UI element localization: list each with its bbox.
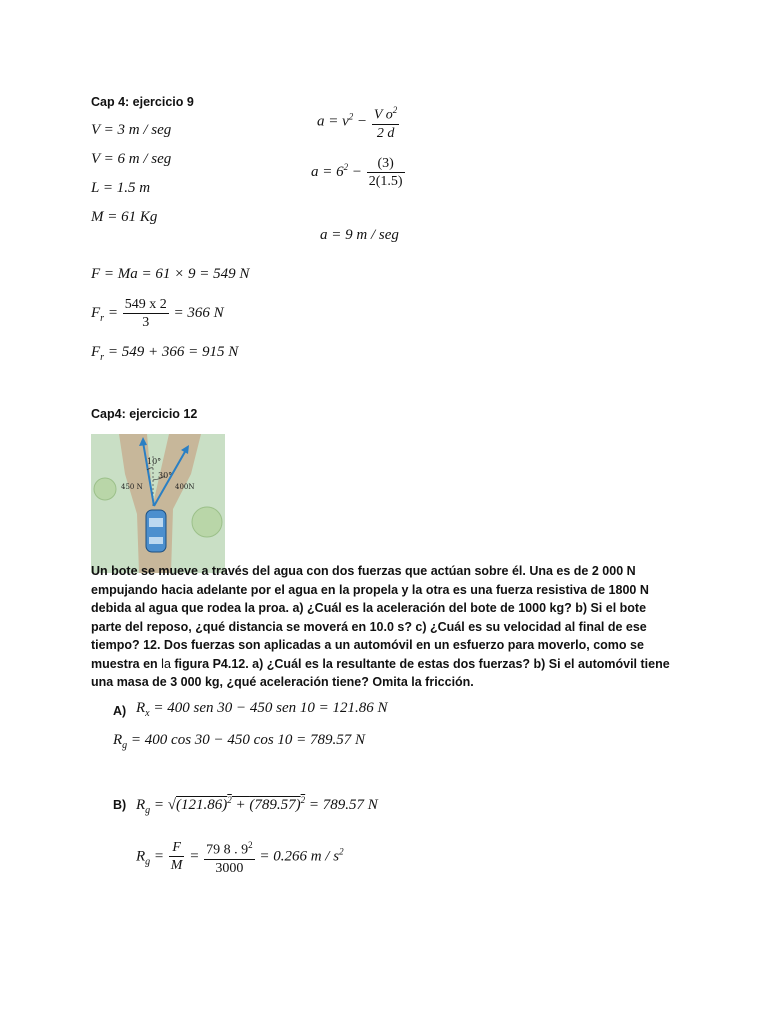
problem-statement: Un bote se mueve a través del agua con dos fuerzas que actúan sobre él. Una es de 2 000 N empujando hacia adelante por el agua en la propela y la otra es una fuerza resistiva de 1800 N debida al agua que rodea la proa. a) ¿Cuál es la aceleración del bote de 1000 kg? b) Si el bote parte del reposo, ¿qué distancia se moverá en 10.0 s? c) ¿Cuál es su velocidad al final de ese tiempo? 12. Dos fuerzas son aplicadas a un automóvil en un esfuerzo para moverlo, como se muestra en la figura P4.12. a) ¿Cuál es la resultante de estas dos fuerzas? b) Si el automóvil tiene una masa de 3 000 kg, ¿qué aceleración tiene? Omita la fricción. [91,564,670,689]
tree-left-icon [94,478,116,500]
angle-right-label: 30° [158,471,173,480]
total-force-equation: $F_r = 549 + 366 = 915$ N [91,344,239,363]
acceleration-substitution: $a = 6^2$ − $\frac{(3)}{2(1.5)}$ [311,156,403,189]
car-rear-window [149,537,163,544]
force-left-label: 450 N [121,483,143,491]
ex9-heading: Cap 4: ejercicio 9 [91,95,194,109]
rx-equation: $R_x = 400$ sen 30 − 450 sen 10 = 121.86 N [136,700,388,719]
force-diagram-figure [91,434,225,573]
mass-value: M = 61 Kg [91,209,158,225]
force-right-label: 400N [175,483,195,491]
velocity-initial: V = 3 m / seg [91,122,172,138]
ex12-heading: Cap4: ejercicio 12 [91,407,198,421]
part-a-label: A) [113,704,127,718]
length-value: L = 1.5 m [91,180,151,196]
car-icon [146,510,166,552]
velocity-final: V = 6 m / seg [91,151,172,167]
acceleration-formula: $a = v^2$ − $\frac{V o^2}{2 d}$ [317,102,400,142]
acceleration-equation: $R_g$ = $\frac{F}{M}$ = $\frac{79 8 . 9^2}{3000}$ = 0.266 m / $s^2$ [136,837,344,877]
tree-right-icon [192,507,222,537]
resistive-force-equation: $F_r$ = $\frac{549 x 2}{3}$ = 366 N [91,297,224,330]
angle-left-label: 10° [147,457,162,466]
acceleration-result: a = 9 m / seg [320,227,399,243]
force-equation: F = Ma = 61 × 9 = 549 N [91,266,250,282]
ry-equation: $R_g = 400$ cos 30 − 450 cos 10 = 789.57 N [113,732,366,751]
car-windshield [149,518,163,527]
resultant-equation: $R_g = √(121.86)^2 + (789.57)^2 = 789.57$ N [136,795,378,816]
part-b-label: B) [113,798,127,812]
